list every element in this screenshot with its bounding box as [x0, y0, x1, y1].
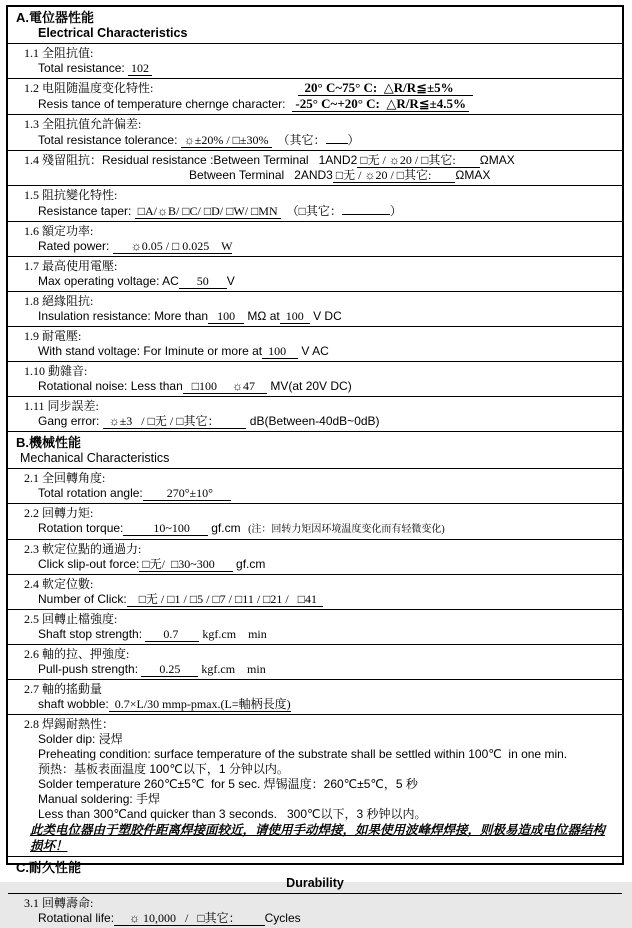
row-1-4-en-label: Residual resistance :Between Terminal 1AND2 [102, 153, 358, 167]
section-a-title: A.電位器性能 [16, 10, 95, 25]
field-unit: gf.cm [207, 521, 241, 535]
row-2-8-zh: 2.8 焊錫耐熱性： [24, 717, 115, 731]
row-1-3-zh: 1.3 全阻抗值允許偏差: [24, 117, 142, 131]
row-gang-error [8, 397, 622, 432]
row-1-8-en [8, 309, 622, 324]
field-label: shaft wobble: [38, 697, 109, 711]
row-2-6-en [8, 662, 622, 677]
section-b-title: B.機械性能 [16, 435, 82, 450]
row-3-1-zh: 3.1 回轉壽命: [24, 896, 94, 910]
section-a-header [8, 7, 622, 44]
field-unit: V AC [298, 344, 329, 358]
row-1-8-zh: 1.8 絕緣阻抗: [24, 294, 94, 308]
terminal-1-2-value: □无 / ☼20 / □其它: [357, 153, 480, 167]
row-1-9-en [8, 344, 622, 359]
field-label: Number of Click: [38, 592, 127, 606]
row-1-11-zh: 1.11 同步誤差: [24, 399, 99, 413]
other-option-close: ） [347, 133, 360, 147]
row-3-1-en [8, 911, 622, 926]
row-residual-resistance [8, 151, 622, 186]
torque-note: (注：回转力矩因环境温度变化而有轻微变化) [240, 524, 445, 535]
other-option-close: ） [389, 204, 402, 218]
field-value: ☼ 10,000 / □其它： [114, 911, 265, 925]
row-1-4-label2: Between Terminal 2AND3 [189, 168, 333, 182]
terminal-1-2-unit: ΩMAX [479, 153, 515, 167]
field-label: With stand voltage: For Iminute or more at [38, 344, 263, 358]
field-unit: Cycles [264, 911, 301, 925]
field-unit: kgf.cm min [199, 627, 267, 641]
row-total-rotation-angle [8, 469, 622, 504]
field-mid: MΩ at [244, 309, 280, 323]
row-1-6-zh: 1.6 額定功率: [24, 224, 94, 238]
row-2-3-zh: 2.3 軟定位點的通過力: [24, 542, 142, 556]
row-1-1-en [8, 61, 622, 76]
section-c-header [8, 857, 622, 894]
field-value: ☼±20% / □±30% [180, 133, 272, 147]
terminal-2-3-unit: ΩMAX [455, 168, 491, 182]
row-number-of-click [8, 575, 622, 610]
section-c-subtitle: Durability [286, 876, 344, 890]
section-c-title: C.耐久性能 [16, 860, 82, 875]
row-1-7-en [8, 274, 622, 289]
field-label: Rotational noise: Less than [38, 379, 183, 393]
row-insulation-resistance [8, 292, 622, 327]
row-shaft-wobble [8, 680, 622, 715]
field-unit: V DC [309, 309, 342, 323]
row-withstand-voltage [8, 327, 622, 362]
field-label: Rotation torque: [38, 521, 124, 535]
spec-table [6, 5, 624, 925]
field-unit: dB(Between-40dB~0dB) [246, 414, 380, 428]
field-label: Rotational life: [38, 911, 115, 925]
field-label: Max operating voltage: AC [38, 274, 179, 288]
row-1-11-en [8, 414, 622, 429]
row-temperature-characteristic [8, 79, 622, 115]
row-2-6-zh: 2.6 軸的拉、押強度: [24, 647, 130, 661]
field-label: Insulation resistance: More than [38, 309, 209, 323]
blank-underline [326, 132, 348, 144]
section-b-subtitle: Mechanical Characteristics [20, 451, 170, 465]
solder-line-0: Solder dip: 浸焊 [38, 732, 123, 746]
row-1-3-en [8, 132, 622, 148]
field-value: 0.7 [145, 627, 200, 641]
row-2-4-zh: 2.4 軟定位數: [24, 577, 94, 591]
row-rated-power [8, 222, 622, 257]
field-label: Total resistance: [38, 61, 129, 75]
temp-range-value-2: -25° C~+20° C: △R/R≦±4.5% [292, 96, 470, 111]
solder-line-1: Preheating condition: surface temperature of the substrate shall be settled within 100℃ in one min. [38, 747, 568, 761]
row-1-10-zh: 1.10 動雜音: [24, 364, 88, 378]
field-value: □无/ □30~300 [139, 557, 233, 571]
field-value: 0.7×L/30 mmp-pmax.(L=軸柄長度) [108, 697, 291, 711]
row-2-1-en [8, 486, 622, 501]
field-label: Pull-push strength: [38, 662, 142, 676]
row-pull-push-strength [8, 645, 622, 680]
soldering-warning-line-1: 此类电位器由于塑胶件距离焊接面较近，请使用手动焊接，如果使用波峰焊焊接，则极易造成电位器结构 [30, 823, 606, 837]
row-2-5-en [8, 627, 622, 642]
row-2-2-en [8, 521, 622, 537]
field-label: Rated power: [38, 239, 113, 253]
solder-line-5: Less than 300℃and quicker than 3 seconds. 300℃以下，3 秒钟以内。 [38, 807, 427, 821]
row-1-2-en [8, 96, 622, 112]
field-label: Resistance taper: [38, 204, 135, 218]
row-1-5-en [8, 203, 622, 219]
field-unit: kgf.cm min [198, 662, 266, 676]
soldering-warning-line-2: 损坏！ [30, 839, 68, 853]
field-value: ☼0.05 / □ 0.025 W [112, 239, 233, 253]
section-b-header [8, 432, 622, 469]
row-click-slip-out-force [8, 540, 622, 575]
row-resistance-taper [8, 186, 622, 222]
row-2-7-zh: 2.7 軸的搖動量 [24, 682, 103, 696]
field-unit: V [226, 274, 235, 288]
solder-line-4: Manual soldering: 手焊 [38, 792, 161, 806]
field-value: □100 ☼47 [182, 379, 268, 393]
row-2-5-zh: 2.5 回轉止檔強度: [24, 612, 118, 626]
field-value: □A/☼B/ □C/ □D/ □W/ □MN [134, 204, 281, 218]
row-1-6-en [8, 239, 622, 254]
row-2-7-en [8, 697, 622, 712]
other-option-open: （□其它： [280, 204, 342, 218]
field-label: Total rotation angle: [38, 486, 143, 500]
row-1-7-zh: 1.7 最高使用電壓: [24, 259, 118, 273]
field-label: Gang error: [38, 414, 103, 428]
row-resistance-tolerance [8, 115, 622, 151]
other-option-open: （其它： [271, 133, 326, 147]
field-value: 50 [178, 274, 227, 288]
field-value: 10~100 [123, 521, 208, 535]
row-1-1-zh: 1.1 全阻抗值: [24, 46, 94, 60]
row-rotational-life [8, 894, 622, 928]
row-2-1-zh: 2.1 全回轉角度: [24, 471, 106, 485]
field-unit: gf.cm [232, 557, 266, 571]
field-value: 100 [208, 309, 245, 323]
blank-underline [342, 203, 390, 215]
row-rotational-noise [8, 362, 622, 397]
row-1-4-line2 [8, 168, 622, 183]
row-2-2-zh: 2.2 回轉力矩: [24, 506, 94, 520]
row-1-2-zh-label: 1.2 电阻随温度变化特性: [24, 81, 154, 95]
field-value-2: 100 [279, 309, 310, 323]
row-1-9-zh: 1.9 耐電壓: [24, 329, 82, 343]
row-2-3-en [8, 557, 622, 572]
section-a-subtitle: Electrical Characteristics [38, 26, 188, 40]
solder-line-3: Solder temperature 260℃±5℃ for 5 sec. 焊锡温度：260℃±5℃，5 秒 [38, 777, 418, 791]
field-label: Shaft stop strength: [38, 627, 146, 641]
row-1-10-en [8, 379, 622, 394]
row-1-4-zh-label: 1.4 殘留阻抗： [24, 153, 103, 167]
field-label: Resis tance of temperature chernge character: [38, 97, 293, 111]
field-unit: MV(at 20V DC) [267, 379, 352, 393]
field-value: 0.25 [141, 662, 199, 676]
terminal-2-3-value: □无 / ☼20 / □其它: [332, 168, 456, 182]
solder-line-2: 预热：基板表面温度 100℃以下，1 分钟以内。 [38, 762, 289, 776]
field-value: 100 [262, 344, 299, 358]
row-max-operating-voltage [8, 257, 622, 292]
row-shaft-stop-strength [8, 610, 622, 645]
row-1-4-line1 [8, 153, 622, 168]
row-solder-heat-resistance [8, 715, 622, 857]
row-rotation-torque [8, 504, 622, 540]
row-total-resistance [8, 44, 622, 79]
field-value: 102 [128, 61, 153, 75]
row-1-2-zh [8, 81, 622, 96]
row-2-4-en [8, 592, 622, 607]
field-label: Total resistance tolerance: [38, 133, 181, 147]
row-1-5-zh: 1.5 阻抗變化特性: [24, 188, 118, 202]
field-value: □无 / □1 / □5 / □7 / □11 / □21 / □41 [126, 592, 323, 606]
field-value: ☼±3 / □无 / □其它： [102, 414, 247, 428]
temp-range-value-1: 20° C~75° C: △R/R≦±5% [298, 80, 474, 95]
field-label: Click slip-out force: [38, 557, 140, 571]
field-value: 270°±10° [142, 486, 231, 500]
